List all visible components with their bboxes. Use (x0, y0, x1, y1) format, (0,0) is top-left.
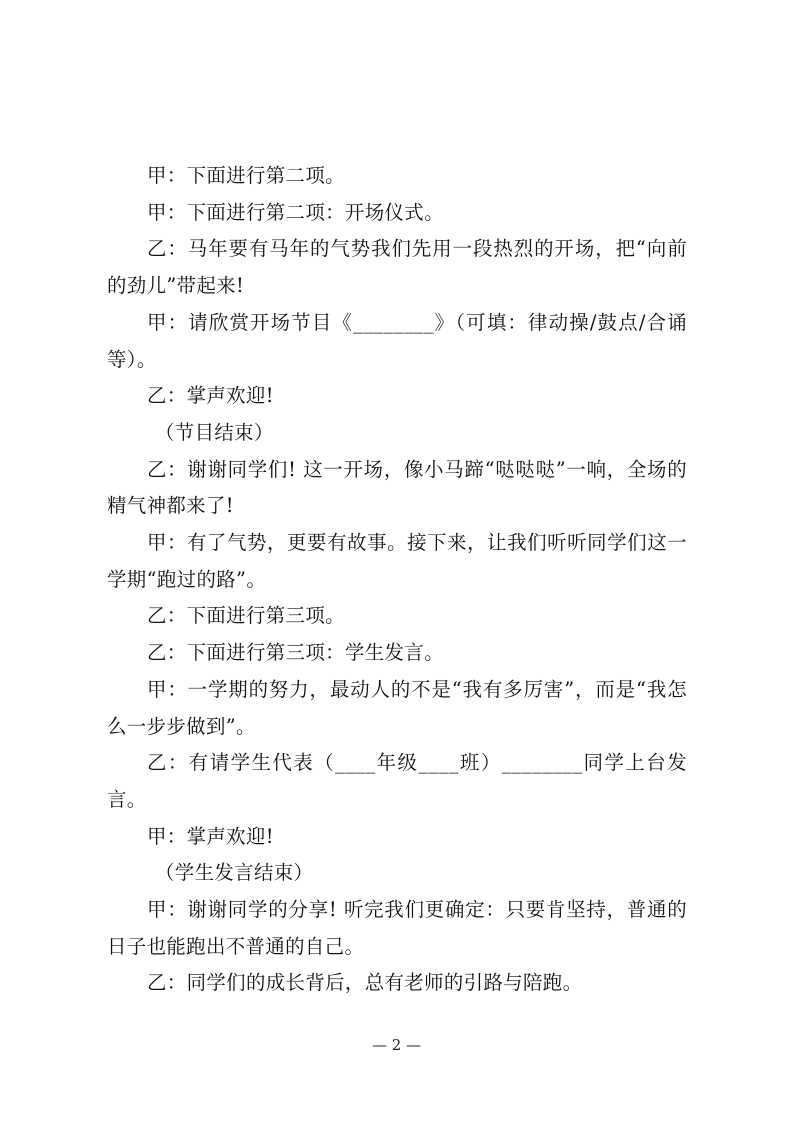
script-line: 乙：有请学生代表（____年级____班）________同学上台发言。 (107, 751, 687, 811)
script-line: 乙：马年要有马年的气势我们先用一段热烈的开场，把“向前的劲儿”带起来! (107, 237, 687, 298)
script-line: 乙：掌声欢迎! (147, 384, 274, 408)
page-number: — 2 — (371, 1036, 422, 1054)
script-line: 甲：谢谢同学的分享! 听完我们更确定：只要肯坚持，普通的日子也能跑出不普通的自己。 (107, 898, 687, 958)
script-line: 甲：下面进行第二项：开场仪式。 (147, 200, 444, 224)
script-line: 甲：下面进行第二项。 (147, 164, 345, 187)
stage-direction: （学生发言结束） (155, 861, 314, 885)
script-line: 甲：请欣赏开场节目《________》（可填：律动操/鼓点/合诵等）。 (107, 310, 687, 371)
script-body (107, 158, 687, 1002)
script-line: 甲：有了气势，更要有故事。接下来，让我们听听同学们这一学期“跑过的路”。 (107, 531, 687, 591)
script-line: 甲：掌声欢迎! (147, 824, 274, 848)
script-line: 乙：下面进行第三项。 (147, 604, 345, 628)
script-line: 乙：同学们的成长背后，总有老师的引路与陪跑。 (147, 971, 583, 995)
script-line: 乙：下面进行第三项：学生发言。 (147, 641, 444, 665)
script-line: 甲：一学期的努力，最动人的不是“我有多厉害”，而是“我怎么一步步做到”。 (107, 677, 687, 738)
stage-direction: （节目结束） (155, 420, 274, 444)
script-line: 乙：谢谢同学们! 这一开场，像小马蹄“哒哒哒”一响，全场的精气神都来了! (107, 457, 687, 518)
